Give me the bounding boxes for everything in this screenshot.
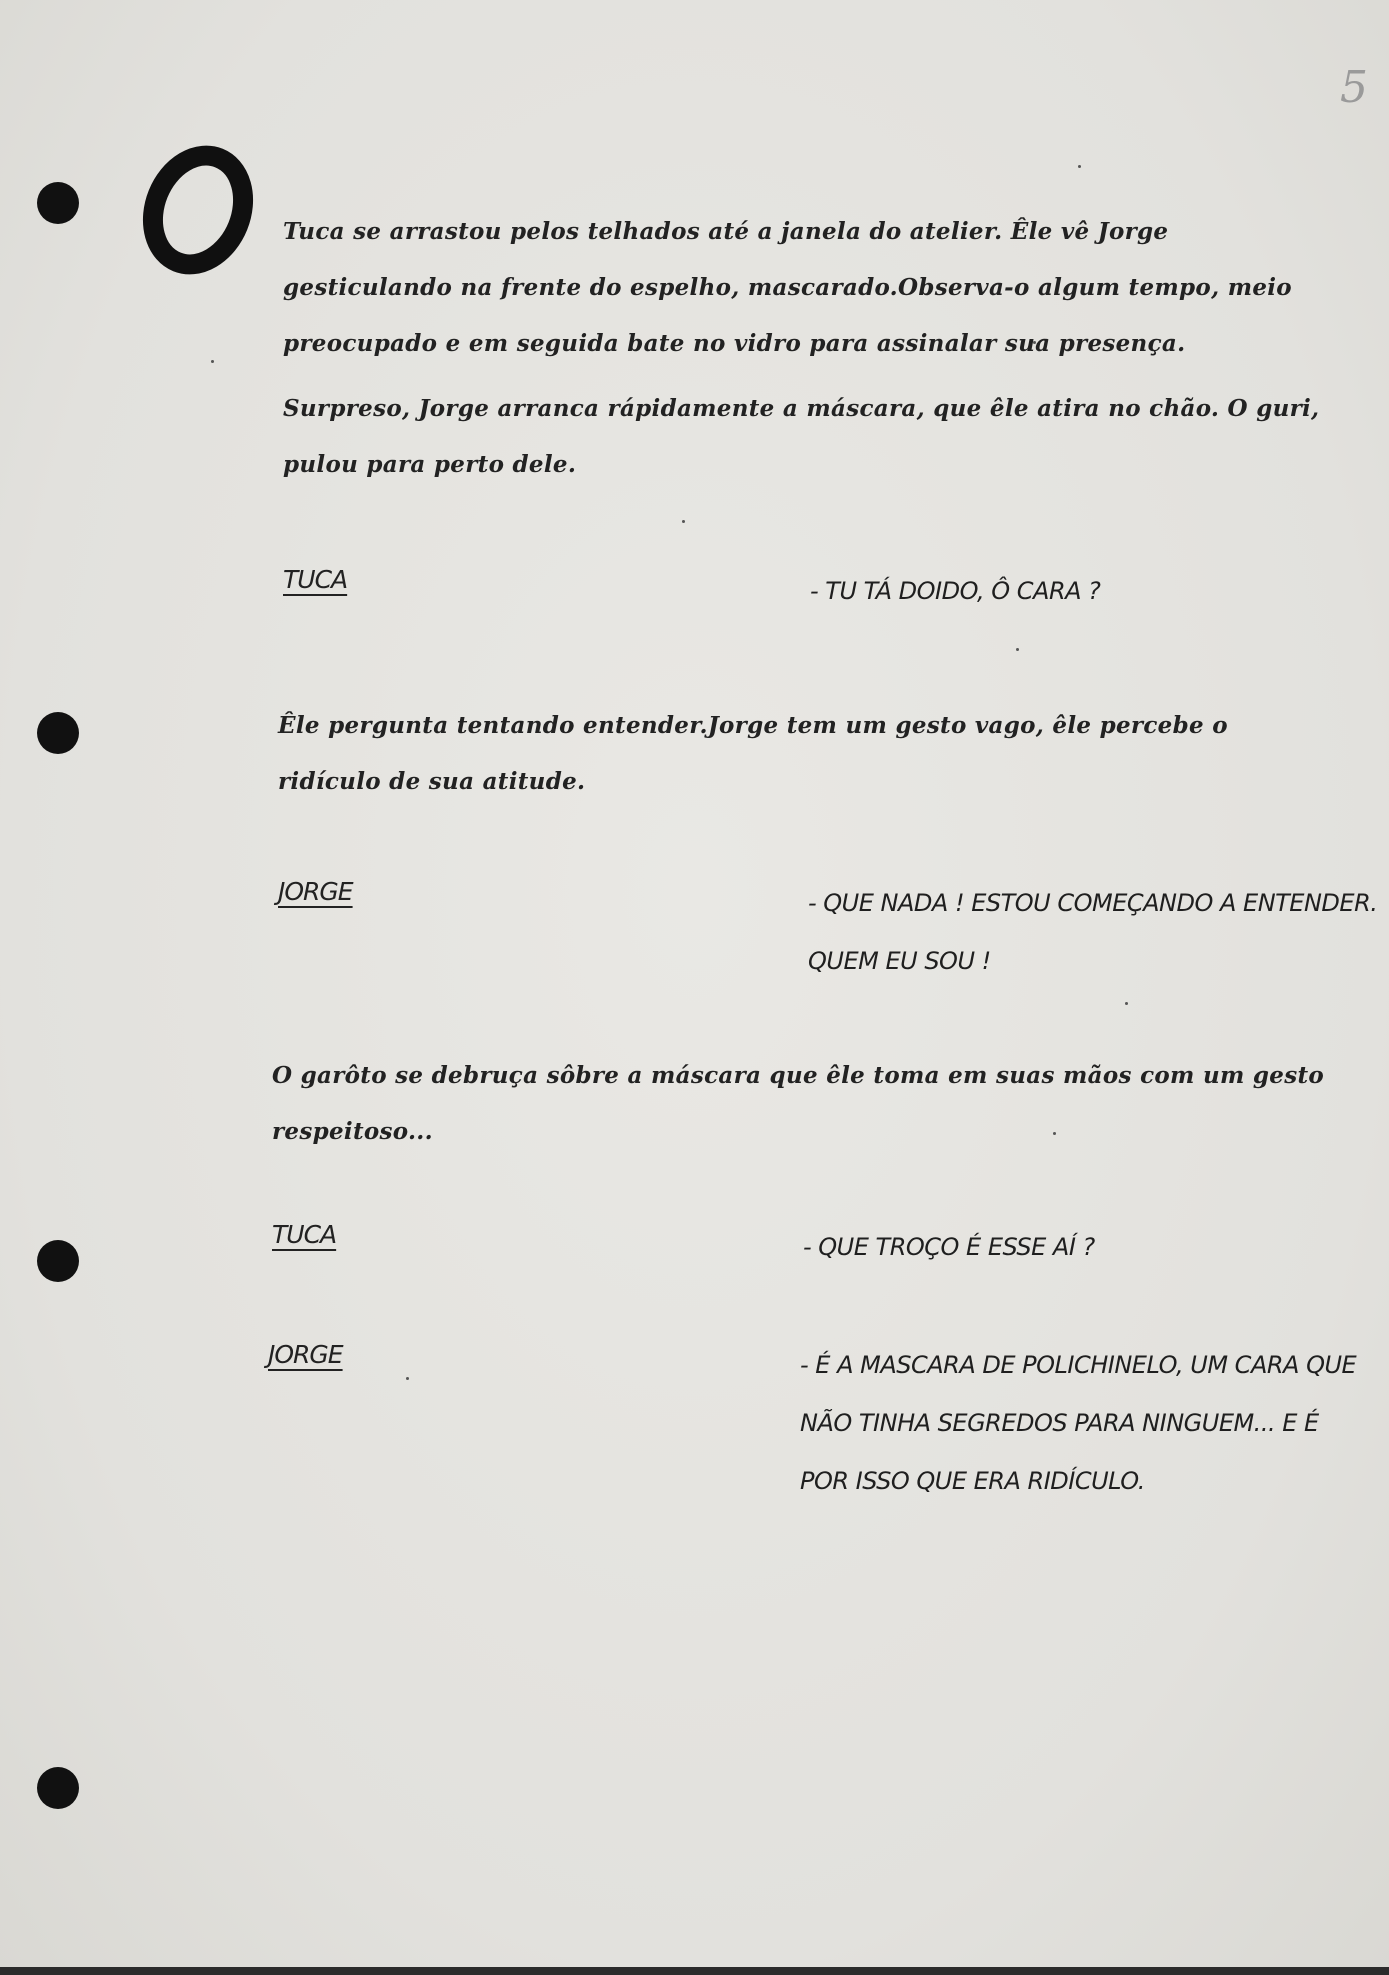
narration-paragraph: O garôto se debruça sôbre a máscara que êle toma em suas mãos com um gesto respeitoso...	[272, 1062, 1325, 1145]
speaker-name: JORGE	[278, 877, 353, 906]
dialogue-line: - QUE TROÇO É ESSE AÍ ?	[803, 1233, 1095, 1261]
scene-marker-circle-icon	[138, 140, 258, 280]
narration-paragraph: Surpreso, Jorge arranca rápidamente a máscara, que êle atira no chão. O guri, pulou para perto dele.	[283, 395, 1320, 478]
page-number: 5	[1340, 62, 1368, 113]
speaker-name: TUCA	[283, 565, 348, 594]
speaker-name: JORGE	[268, 1340, 343, 1369]
punch-hole	[37, 1767, 79, 1809]
narration-paragraph: Êle pergunta tentando entender.Jorge tem um gesto vago, êle percebe o ridículo de sua atitude.	[278, 712, 1228, 795]
page-bottom-edge	[0, 1967, 1389, 1975]
paper-speck	[211, 360, 214, 363]
dialogue-line: - TU TÁ DOIDO, Ô CARA ?	[810, 577, 1101, 605]
paper-speck	[1078, 165, 1081, 168]
paper-speck	[406, 1377, 409, 1380]
paper-speck	[1125, 1002, 1128, 1005]
punch-hole	[37, 1240, 79, 1282]
punch-hole	[37, 712, 79, 754]
paper-speck	[1016, 648, 1019, 651]
dialogue-line: - É A MASCARA DE POLICHINELO, UM CARA QUE NÃO TINHA SEGREDOS PARA NINGUEM... E É POR ISSO QUE ERA RIDÍCULO.	[800, 1351, 1357, 1495]
dialogue-line: - QUE NADA ! ESTOU COMEÇANDO A ENTENDER. QUEM EU SOU !	[808, 889, 1378, 975]
paper-speck	[682, 520, 685, 523]
speaker-name: TUCA	[272, 1220, 337, 1249]
narration-paragraph: Tuca se arrastou pelos telhados até a janela do atelier. Êle vê Jorge gesticulando na frente do espelho, mascarado.Observa-o algum tempo, meio preocupado e em seguida bate no vidro para assinalar sua presença.	[283, 218, 1292, 357]
punch-hole	[37, 182, 79, 224]
